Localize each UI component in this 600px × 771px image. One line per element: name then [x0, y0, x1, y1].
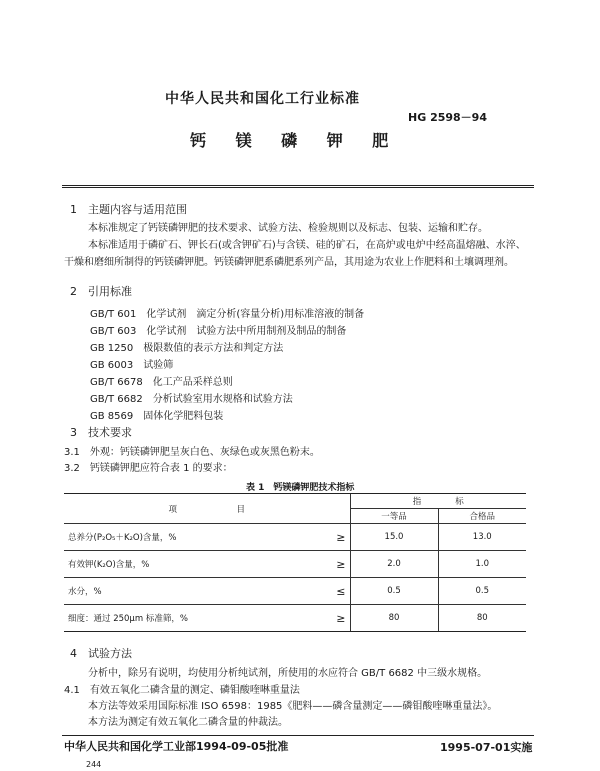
standard-number: HG 2598－94	[408, 111, 487, 124]
section-1-para-1: 本标准规定了钙镁磷钾肥的技术要求、试验方法、检验规则以及标志、包装、运输和贮存。	[88, 223, 488, 234]
column-header-grade-1: 一等品	[350, 509, 438, 524]
table-row	[64, 551, 526, 578]
section-1-heading: 1 主题内容与适用范围	[70, 203, 187, 216]
header-divider	[62, 185, 534, 186]
clause-4-1: 4.1 有效五氧化二磷含量的测定、磷钼酸喹啉重量法	[64, 685, 300, 696]
grade-1-value: 15.0	[350, 524, 438, 551]
row-item-cell	[64, 605, 350, 632]
approval-line: 中华人民共和国化学工业部1994-09-05批准	[64, 740, 289, 753]
effective-date: 1995-07-01实施	[440, 741, 533, 754]
row-item-label: 总养分(P₂O₅＋K₂O)含量，%	[68, 532, 177, 543]
section-4-heading: 4 试验方法	[70, 647, 132, 660]
section-1-para-2a: 本标准适用于磷矿石、钾长石(或含钾矿石)与含镁、硅的矿石，在高炉或电炉中经高温熔融、水淬、	[88, 240, 526, 251]
section-4-para-1: 分析中，除另有说明，均使用分析纯试剂，所使用的水应符合 GB/T 6682 中三级水规格。	[88, 668, 488, 679]
reference-item: GB/T 6678 化工产品采样总则	[90, 377, 233, 388]
table-caption: 表 1 钙镁磷钾肥技术指标	[246, 483, 355, 493]
grade-2-value: 80	[438, 605, 526, 632]
reference-item: GB/T 601 化学试剂 滴定分析(容量分析)用标准溶液的制备	[90, 309, 365, 320]
column-header-index: 指 标	[350, 494, 526, 509]
page-number: 244	[86, 760, 102, 769]
clause-4-1-para-b: 本方法为测定有效五氧化二磷含量的仲裁法。	[88, 717, 288, 728]
section-2-heading: 2 引用标准	[70, 285, 132, 298]
row-item-cell	[64, 524, 350, 551]
row-item-cell	[64, 551, 350, 578]
grade-1-value: 2.0	[350, 551, 438, 578]
clause-3-1: 3.1 外观：钙镁磷钾肥呈灰白色、灰绿色或灰黑色粉末。	[64, 447, 320, 458]
grade-1-value: 0.5	[350, 578, 438, 605]
table-row	[64, 524, 526, 551]
table-row	[64, 578, 526, 605]
spec-table	[64, 493, 526, 632]
row-relation: ≥	[336, 530, 346, 544]
row-relation: ≤	[336, 584, 346, 598]
section-1-para-2b: 干燥和磨细所制得的钙镁磷钾肥。钙镁磷钾肥系磷肥系列产品，其用途为农业上作肥料和土壤调理剂。	[64, 257, 514, 268]
table-row	[64, 605, 526, 632]
footer-divider	[62, 735, 534, 736]
row-relation: ≥	[336, 557, 346, 571]
row-relation: ≥	[336, 611, 346, 625]
reference-item: GB 1250 极限数值的表示方法和判定方法	[90, 343, 284, 354]
clause-4-1-para-a: 本方法等效采用国际标准 ISO 6598：1985《肥料——磷含量测定——磷钼酸喹啉重量法》。	[88, 701, 498, 712]
row-item-label: 水分，%	[68, 586, 102, 597]
grade-2-value: 13.0	[438, 524, 526, 551]
header-divider-2	[62, 187, 534, 188]
reference-item: GB/T 603 化学试剂 试验方法中所用制剂及制品的制备	[90, 326, 347, 337]
grade-2-value: 0.5	[438, 578, 526, 605]
row-item-label: 有效钾(K₂O)含量，%	[68, 559, 150, 570]
reference-item: GB 6003 试验筛	[90, 360, 174, 371]
section-3-heading: 3 技术要求	[70, 426, 132, 439]
row-item-label: 细度：通过 250μm 标准筛，%	[68, 613, 188, 624]
document-title: 钙 镁 磷 钾 肥	[190, 131, 401, 150]
clause-3-2: 3.2 钙镁磷钾肥应符合表 1 的要求：	[64, 463, 233, 474]
table-header-row	[64, 494, 526, 509]
grade-2-value: 1.0	[438, 551, 526, 578]
column-header-grade-2: 合格品	[438, 509, 526, 524]
grade-1-value: 80	[350, 605, 438, 632]
reference-item: GB 8569 固体化学肥料包装	[90, 411, 224, 422]
row-item-cell	[64, 578, 350, 605]
issuing-body-title: 中华人民共和国化工行业标准	[165, 91, 360, 107]
column-header-item: 项 目	[64, 494, 350, 524]
reference-item: GB/T 6682 分析试验室用水规格和试验方法	[90, 394, 293, 405]
